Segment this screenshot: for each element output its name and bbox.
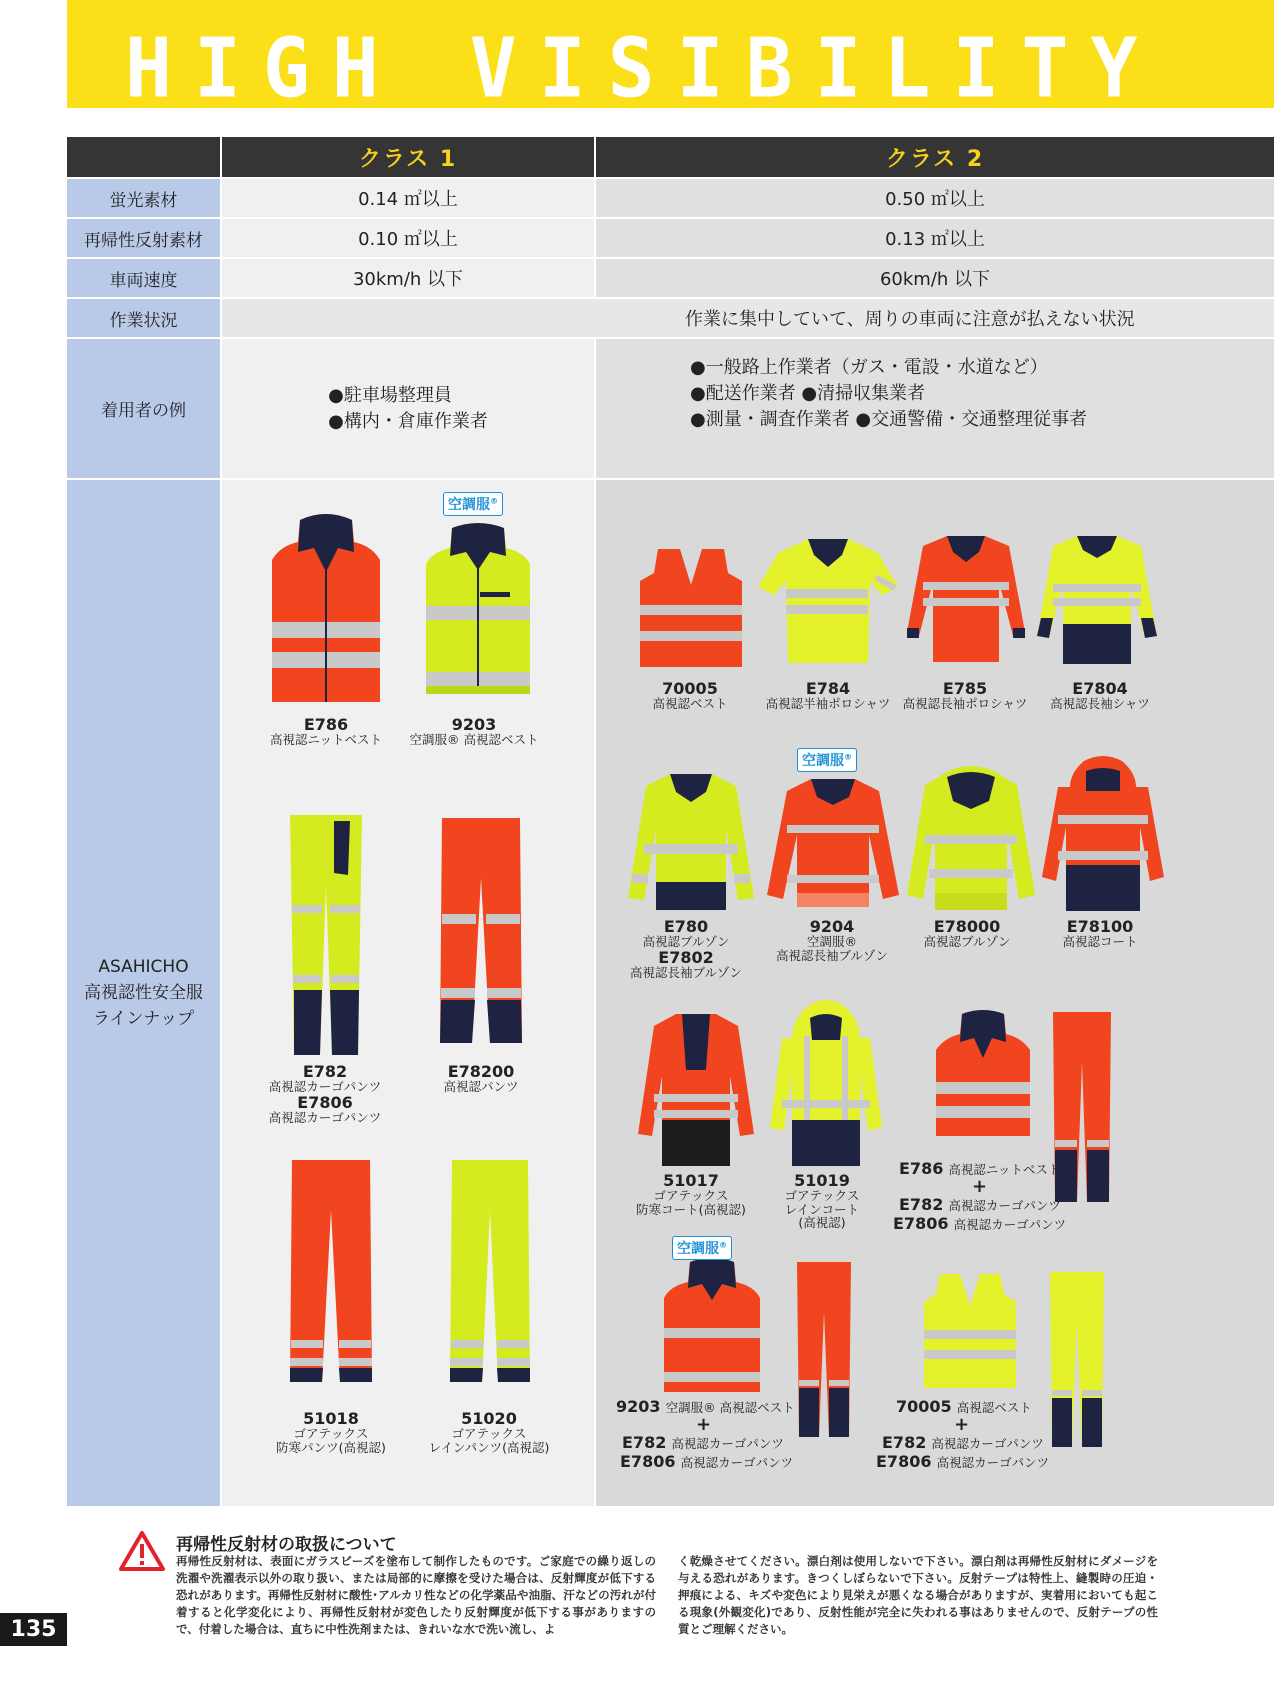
- vest-9203-image: [422, 522, 534, 702]
- situation-text: 作業に集中していて、周りの車両に注意が払えない状況: [685, 309, 1135, 330]
- product-name: 高視認ブルゾン: [923, 934, 1011, 950]
- product-e78200: [426, 1063, 536, 1094]
- product-name: 空調服®: [806, 934, 857, 950]
- pants-51020-image: [446, 1160, 534, 1385]
- combo-c-vest-image: [920, 1270, 1020, 1390]
- product-51017: [626, 1172, 756, 1216]
- product-9203: [404, 716, 544, 747]
- coat-e78100-image: [1040, 757, 1166, 915]
- product-name: 高視認ニットベスト: [269, 732, 382, 748]
- product-e786: [262, 716, 390, 747]
- product-name: 高視認カーゴパンツ: [268, 1079, 382, 1095]
- class2-speed-value: 60km/h 以下: [596, 259, 1274, 297]
- registered-mark: ®: [719, 1240, 727, 1250]
- plus-sign: +: [971, 1176, 988, 1198]
- header-class1: クラス 1: [222, 137, 594, 177]
- combo-name: 高視認カーゴパンツ: [953, 1216, 1067, 1232]
- example-item: ●一般路上作業者（ガス・電設・水道など）: [690, 356, 1048, 378]
- combo-code: E7806: [893, 1213, 949, 1233]
- plus-sign: +: [954, 1414, 970, 1436]
- combo-name: 高視認ベスト: [956, 1400, 1032, 1415]
- product-code: 70005: [662, 679, 718, 698]
- blouson-e780-image: [626, 770, 756, 915]
- row-label-fluorescent: 蛍光素材: [67, 179, 220, 217]
- combo-name: 高視認カーゴパンツ: [671, 1436, 784, 1452]
- product-code: E78000: [933, 917, 1001, 936]
- product-code: 51018: [303, 1409, 359, 1428]
- product-e78100: [1040, 918, 1160, 949]
- example-item: ●測量・調査作業者 ●交通警備・交通整理従事者: [690, 408, 1088, 430]
- product-code: 9203: [451, 715, 497, 734]
- blouson-9204-image: [765, 775, 901, 915]
- shirt-e7804-image: [1033, 532, 1161, 672]
- product-name: 高視認長袖シャツ: [1050, 696, 1150, 712]
- product-e78000: [902, 918, 1032, 949]
- product-51018: [256, 1410, 406, 1454]
- product-name: (高視認): [798, 1215, 846, 1231]
- combo-name: 高視認ニットベスト: [948, 1162, 1061, 1177]
- kuchofuku-badge: [797, 748, 857, 772]
- product-name: 防寒パンツ(高視認): [276, 1439, 386, 1455]
- kuchofuku-badge: [672, 1236, 732, 1260]
- product-e7804: [1040, 680, 1160, 711]
- notice-text-left: 再帰性反射材は、表面にガラスビーズを塗布して制作したものです。ご家庭での繰り返しの洗濯や洗濯表示以外の取り扱い、または局部的に摩擦を受けた場合は、反射輝度が低下する恐れがあります。再帰性反射材に酸性･アルカリ性などの化学薬品や油脂、汗などの汚れが付着すると化学変化により、再帰性反射材が変色したり反射輝度が低下する事がありますので、付着した場合は、直ちに中性洗剤または、きれいな水で洗い流し、よ: [176, 1554, 656, 1636]
- product-code: E7802: [658, 947, 714, 967]
- blouson-e78000-image: [905, 765, 1037, 915]
- combo-set-b: [616, 1398, 795, 1471]
- page-title: HIGH VISIBILITY: [125, 21, 1160, 117]
- row-label-reflective: 再帰性反射素材: [67, 219, 220, 257]
- combo-code: E782: [882, 1433, 927, 1453]
- lineup-label-line: ラインナップ: [92, 1009, 195, 1029]
- class2-reflective-value: 0.13 ㎡以上: [596, 219, 1274, 257]
- product-code: 9204: [809, 917, 855, 936]
- product-name: ゴアテックス: [784, 1188, 860, 1204]
- product-name: 高視認ブルゾン: [642, 934, 730, 950]
- row-label-situation: 作業状況: [67, 299, 220, 337]
- combo-name: 高視認カーゴパンツ: [936, 1454, 1050, 1470]
- combo-code: 70005: [896, 1397, 952, 1416]
- product-code: E786: [303, 715, 349, 734]
- row-label-speed: 車両速度: [67, 259, 220, 297]
- notice-title: 再帰性反射材の取扱について: [176, 1535, 397, 1555]
- combo-set-a: [893, 1160, 1066, 1233]
- combo-set-c: [876, 1398, 1049, 1471]
- product-e782-e7806: [250, 1063, 400, 1125]
- product-code: 51017: [663, 1171, 719, 1190]
- product-name: ゴアテックス: [653, 1188, 729, 1204]
- product-name: 高視認長袖ブルゾン: [775, 947, 888, 963]
- product-name: 高視認長袖ブルゾン: [629, 965, 742, 981]
- class1-reflective-value: 0.10 ㎡以上: [222, 219, 594, 257]
- combo-b-pants-image: [793, 1262, 855, 1442]
- product-code: E784: [805, 679, 851, 698]
- product-e780-e7802: [616, 918, 756, 980]
- product-name: 空調服® 高視認ベスト: [409, 732, 539, 748]
- product-name: レインパンツ(高視認): [428, 1439, 550, 1455]
- product-e785: [895, 680, 1035, 711]
- product-code: 51020: [461, 1409, 517, 1428]
- row-label-lineup: [67, 480, 220, 1506]
- product-name: 高視認半袖ポロシャツ: [765, 696, 891, 712]
- product-51020: [414, 1410, 564, 1454]
- kuchofuku-badge: [443, 492, 503, 516]
- product-name: レインコート: [784, 1201, 860, 1217]
- example-item: ●構内・倉庫作業者: [328, 410, 488, 432]
- product-code: E7806: [297, 1092, 353, 1112]
- warning-icon: [118, 1530, 166, 1572]
- combo-code: E7806: [876, 1451, 932, 1471]
- table-header-corner: [67, 137, 220, 177]
- plus-sign: +: [696, 1414, 712, 1436]
- badge-label: 空調服: [677, 1241, 719, 1257]
- product-name: 高視認ベスト: [652, 696, 728, 712]
- product-code: E780: [663, 917, 709, 936]
- combo-code: E7806: [620, 1451, 676, 1471]
- title-banner: [67, 0, 1274, 117]
- combo-a-vest-image: [930, 1010, 1036, 1140]
- product-name: ゴアテックス: [451, 1426, 527, 1442]
- product-name: 高視認長袖ポロシャツ: [902, 696, 1028, 712]
- combo-code: E782: [622, 1433, 667, 1453]
- product-70005: [630, 680, 750, 711]
- vest-e786-image: [262, 512, 390, 707]
- combo-b-vest-image: [660, 1258, 764, 1398]
- product-51019: [762, 1172, 882, 1230]
- pants-51018-image: [286, 1160, 376, 1385]
- product-name: 高視認カーゴパンツ: [268, 1110, 382, 1126]
- page-number: 135: [0, 1613, 67, 1646]
- product-code: 51019: [794, 1171, 850, 1190]
- product-code: E785: [942, 679, 988, 698]
- polo-e784-image: [758, 535, 898, 665]
- product-code: E78100: [1066, 917, 1134, 936]
- pants-e78200-image: [436, 818, 526, 1048]
- product-9204: [762, 918, 902, 962]
- class1-fluorescent-value: 0.14 ㎡以上: [222, 179, 594, 217]
- pants-e782-image: [286, 815, 366, 1060]
- product-e784: [758, 680, 898, 711]
- lineup-label-line: ASAHICHO: [98, 957, 189, 977]
- example-item: ●配送作業者 ●清掃収集業者: [690, 382, 926, 404]
- vest-70005-image: [636, 545, 746, 670]
- combo-name: 高視認カーゴパンツ: [680, 1454, 794, 1470]
- class1-examples: [222, 339, 594, 478]
- product-code: E7804: [1072, 679, 1128, 698]
- combo-name: 空調服® 高視認ベスト: [665, 1400, 795, 1415]
- product-name: ゴアテックス: [293, 1426, 369, 1442]
- notice-text-right: く乾燥させてください。漂白剤は使用しないで下さい。漂白剤は再帰性反射材にダメージを与える恐れがあります。きつくしぼらないで下さい。反射テープは特性上、縫製時の圧迫・押痕による、キズや変色により見栄えが悪くなる場合がありますが、実着用においても起こる現象(外観変化)であり、反射性能が完全に失われる事はありませんので、反射テープの性質とご理解ください。: [678, 1554, 1158, 1636]
- header-class2: クラス 2: [596, 137, 1274, 177]
- coat-51017-image: [636, 1010, 756, 1170]
- combo-code: E782: [899, 1195, 944, 1215]
- registered-mark: ®: [844, 752, 852, 762]
- combo-c-pants-image: [1046, 1272, 1108, 1452]
- combo-name: 高視認カーゴパンツ: [931, 1436, 1044, 1452]
- product-name: 高視認コート: [1062, 934, 1138, 950]
- class1-speed-value: 30km/h 以下: [222, 259, 594, 297]
- registered-mark: ®: [490, 496, 498, 506]
- combo-name: 高視認カーゴパンツ: [948, 1198, 1061, 1214]
- class2-fluorescent-value: 0.50 ㎡以上: [596, 179, 1274, 217]
- product-name: 防寒コート(高視認): [636, 1201, 746, 1217]
- row-label-examples: 着用者の例: [67, 339, 220, 478]
- class2-examples: [596, 339, 1274, 478]
- combo-code: 9203: [616, 1397, 661, 1416]
- situation-value: [222, 299, 1274, 337]
- product-code: E78200: [447, 1062, 515, 1081]
- coat-51019-image: [768, 1000, 884, 1170]
- combo-code: E786: [899, 1159, 944, 1178]
- badge-label: 空調服: [802, 753, 844, 769]
- badge-label: 空調服: [448, 497, 490, 513]
- example-item: ●駐車場整理員: [328, 384, 452, 406]
- polo-e785-image: [905, 532, 1027, 672]
- product-code: E782: [302, 1062, 348, 1081]
- product-name: 高視認パンツ: [443, 1079, 519, 1095]
- lineup-label-line: 高視認性安全服: [84, 983, 203, 1003]
